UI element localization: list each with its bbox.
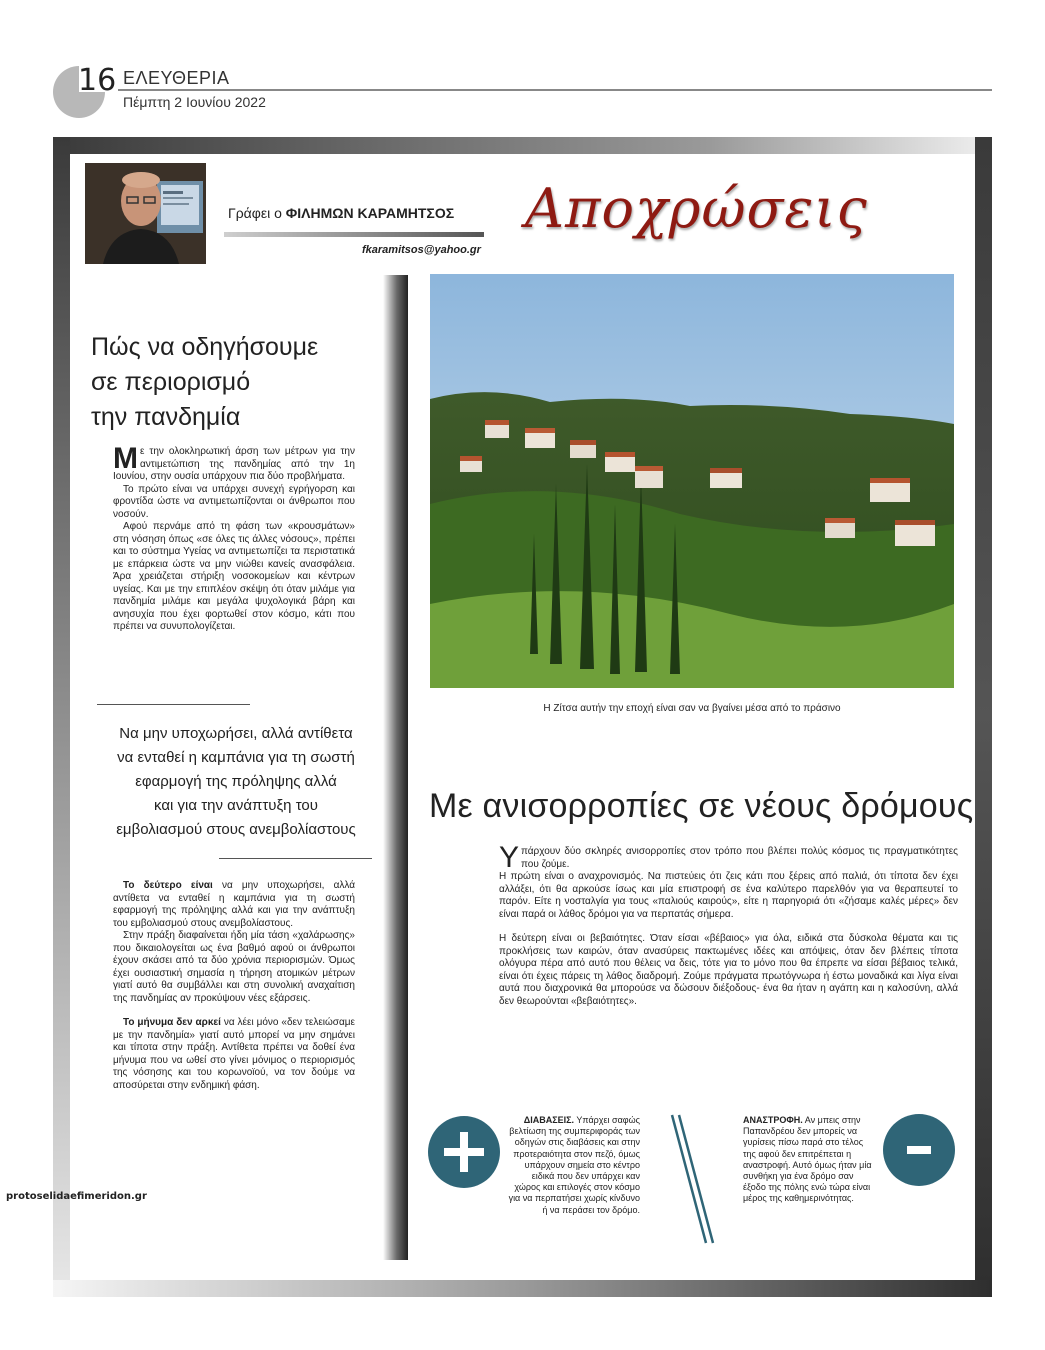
drop-cap: Μ xyxy=(113,442,138,475)
frame-bottom-bar xyxy=(53,1280,992,1297)
plus-box-body: Υπάρχει σαφώς βελτίωση της συμπεριφοράς των οδηγών στις διαβάσεις και στην προτεραιότητα στον πεζό, όμως υπάρχουν σημεία στο κέντρο ειδικά που δεν υπάρχει καν χώρος και επιλογές στον κόσμο για να περπατήσει χωρίς κίνδυνο ή να περάσει τον δρόμο. xyxy=(508,1115,640,1215)
left-article-title xyxy=(91,330,371,435)
paragraph-text: πάρχουν δύο σκληρές ανισορροπίες στον τρόπο που βλέπει πολύς κόσμος τις πραγματικότητες που ζούμε. xyxy=(521,846,958,870)
pull-quote-line: εμβολιασμού στους ανεμβολίαστους xyxy=(116,821,356,838)
paragraph xyxy=(113,880,355,930)
author-name: ΦΙΛΗΜΩΝ ΚΑΡΑΜΗΤΣΟΣ xyxy=(285,205,455,221)
lead-in: Το μήνυμα δεν αρκεί xyxy=(123,1017,221,1028)
paragraph: Στην πράξη διαφαίνεται ήδη μία τάση «χαλάρωσης» που δικαιολογείται ως ένα βαθμό αφού οι άνθρωποι έχουν σκάσει από τα δύο χρόνια περιορισμών. Όμως έχει ουσιαστική σημασία η τήρηση ατομικών μέτρων γιατί αυτό θα συμβάλλει και στη συνολική αναχαίτιση της πανδημίας αν προκύψουν νέες εξάρσεις. xyxy=(113,930,355,1004)
separator-slash-icon xyxy=(668,1113,716,1245)
pull-quote-rule-bottom xyxy=(219,858,372,859)
main-article-title: Με ανισορροπίες σε νέους δρόμους xyxy=(429,787,974,825)
author-email[interactable]: fkaramitsos@yahoo.gr xyxy=(362,244,481,256)
minus-icon-bar xyxy=(907,1146,931,1154)
byline-prefix: Γράφει ο xyxy=(228,205,286,221)
pull-quote-line: να ενταθεί η καμπάνια για τη σωστή xyxy=(117,749,355,766)
minus-box-text xyxy=(743,1115,875,1205)
author-byline xyxy=(228,205,454,221)
paragraph: Η πρώτη είναι ο αναχρονισμός. Να πιστεύεις ότι ζεις κάτι που ξέρεις από παλιά, ότι τίποτα δεν έχει αλλάξει, ότι θα αρκούσε ίσως και μία επιστροφή σε ένα καλύτερο παρελθόν για να θεραπευτεί το παρόν. Είτε η νοσταλγία για τους «παλιούς καιρούς», είτε η παρηγοριά ότι «ζήσαμε καλές μέρες» δεν είναι παρά οι λάθος δρόμοι για να περπατάς σήμερα. xyxy=(499,871,958,920)
frame-top-bar xyxy=(53,137,992,154)
drop-cap: Υ xyxy=(499,841,520,874)
frame-left-bar xyxy=(53,137,70,1297)
paragraph: Η δεύτερη είναι οι βεβαιότητες. Όταν είσαι «βέβαιος» για όλα, ειδικά στα δύσκολα θέματα και τις προκλήσεις των καιρών, όταν ανασύρεις πακτωμένες ιδέες και απόψεις, όταν δεν βλέπεις τίποτα ολόγυρα πέρα από αυτό που θέλεις να δεις, τότε για το μόνο που θα έπρεπε να είσαι βέβαιος τελικά, είναι ότι έχεις πάρεις τη λάθος διαδρομή. Ζούμε πράγματα πρωτόγνωρα ή έστω μοναδικά και λίγα είναι αυτά που διαχρονικά θα μπορούσε να δώσουν διέξοδους- ένα θα ήταν η αγάπη και η καλοσύνη, αλλά δεν θεωρούνται «βεβαιότητες». xyxy=(499,933,958,1007)
pull-quote xyxy=(100,722,372,842)
paragraph-text: να λέει μόνο «δεν τελειώσαμε με την πανδημία» γιατί αυτό μπορεί να μην σημάνει και τίποτα στην πράξη. Αντίθετα πρέπει να δοθεί ένα μήνυμα που να ωθεί στο γίνει μόνιμος ο περιορισμός της νόσησης και του κορωνοϊού, να τον δούμε να αποσύρεται στην ενδημική φάση. xyxy=(113,1017,355,1091)
column-logo: Αποχρώσεις xyxy=(525,177,868,240)
author-rule xyxy=(224,232,484,237)
frame-right-bar xyxy=(975,137,992,1297)
newspaper-name: ΕΛΕΥΘΕΡΙΑ xyxy=(123,68,230,88)
village-photo xyxy=(430,274,954,688)
plus-box-text xyxy=(440,1115,640,1216)
pull-quote-rule-top xyxy=(97,704,250,705)
author-photo xyxy=(85,163,206,264)
minus-icon xyxy=(883,1114,955,1186)
left-article-body-bottom xyxy=(113,880,355,1092)
source-watermark: protoselidaefimeridon.gr xyxy=(6,1191,147,1202)
paragraph: Το πρώτο είναι να υπάρχει συνεχή εγρήγορση και φροντίδα ώστε να αντιμετωπίζονται οι άνθρωποι που νοσούν. xyxy=(113,483,355,520)
photo-caption: Η Ζίτσα αυτήν την εποχή είναι σαν να βγαίνει μέσα από το πράσινο xyxy=(543,703,841,714)
issue-date: Πέμπτη 2 Ιουνίου 2022 xyxy=(123,94,266,110)
pull-quote-line: Να μην υποχωρήσει, αλλά αντίθετα xyxy=(119,725,353,742)
lead-in: Το δεύτερο είναι xyxy=(123,880,213,891)
pull-quote-line: εφαρμογή της πρόληψης αλλά xyxy=(135,773,337,790)
minus-box-label: ΑΝΑΣΤΡΟΦΗ. xyxy=(743,1115,803,1125)
paragraph xyxy=(113,1017,355,1092)
plus-box-label: ΔΙΑΒΑΣΕΙΣ. xyxy=(523,1115,575,1125)
paragraph xyxy=(113,442,355,484)
paragraph: Αφού περνάμε από τη φάση των «κρουσμάτων» στη νόσηση όπως «σε όλες τις άλλες νόσους», πρέπει και το σύστημα Υγείας να αντιμετωπίζει τα περιστατικά με επάρκεια ώστε να μην νιώθει κανείς ανασφάλεια. Άρα χρειάζεται στήριξη νοσοκομείων και κέντρων υγείας. Και με την επιπλέον σκέψη ότι όταν μιλάμε για πανδημία μιλάμε και μεγάλα ψυχολογικά βάρη και ανησυχία που έχει φορτωθεί στον κόσμο, κάτι που πρέπει να συνυπολογίζεται. xyxy=(113,521,355,632)
paragraph-text: ε την ολοκληρωτική άρση των μέτρων για την αντιμετώπιση της πανδημίας από την 1η Ιουνίου, στην ουσία υπάρχουν πια δύο προβλήματα. xyxy=(113,446,355,482)
paragraph-text: να μην υποχωρήσει, αλλά αντίθετα να ενταθεί η καμπάνια για τη σωστή εφαρμογή της πρόληψης αλλά και για την ανάπτυξη του εμβολιασμού στους ανεμβολίαστους. xyxy=(113,880,355,929)
paragraph xyxy=(499,841,958,874)
title-line: σε περιορισμό xyxy=(91,368,251,396)
minus-box-body: Αν μπεις στην Παπανδρέου δεν μπορείς να γυρίσεις πίσω παρά στο τέλος της αφού δεν επιτρέπεται η αναστροφή. Αυτό όμως ήταν μία συνθήκη για ένα δρόμο σαν έξοδο της πόλης ενώ τώρα είναι μέρος της καθημερινότητας. xyxy=(743,1115,872,1204)
main-article-body xyxy=(499,841,958,1008)
header-rule xyxy=(118,89,992,91)
title-line: την πανδημία xyxy=(91,403,241,431)
page-number: 16 xyxy=(78,63,117,98)
column-divider xyxy=(383,275,408,1260)
left-article-body-top xyxy=(113,442,355,634)
pull-quote-line: και για την ανάπτυξη του xyxy=(154,797,318,814)
float-spacer xyxy=(440,1115,508,1197)
title-line: Πώς να οδηγήσουμε xyxy=(91,333,319,361)
